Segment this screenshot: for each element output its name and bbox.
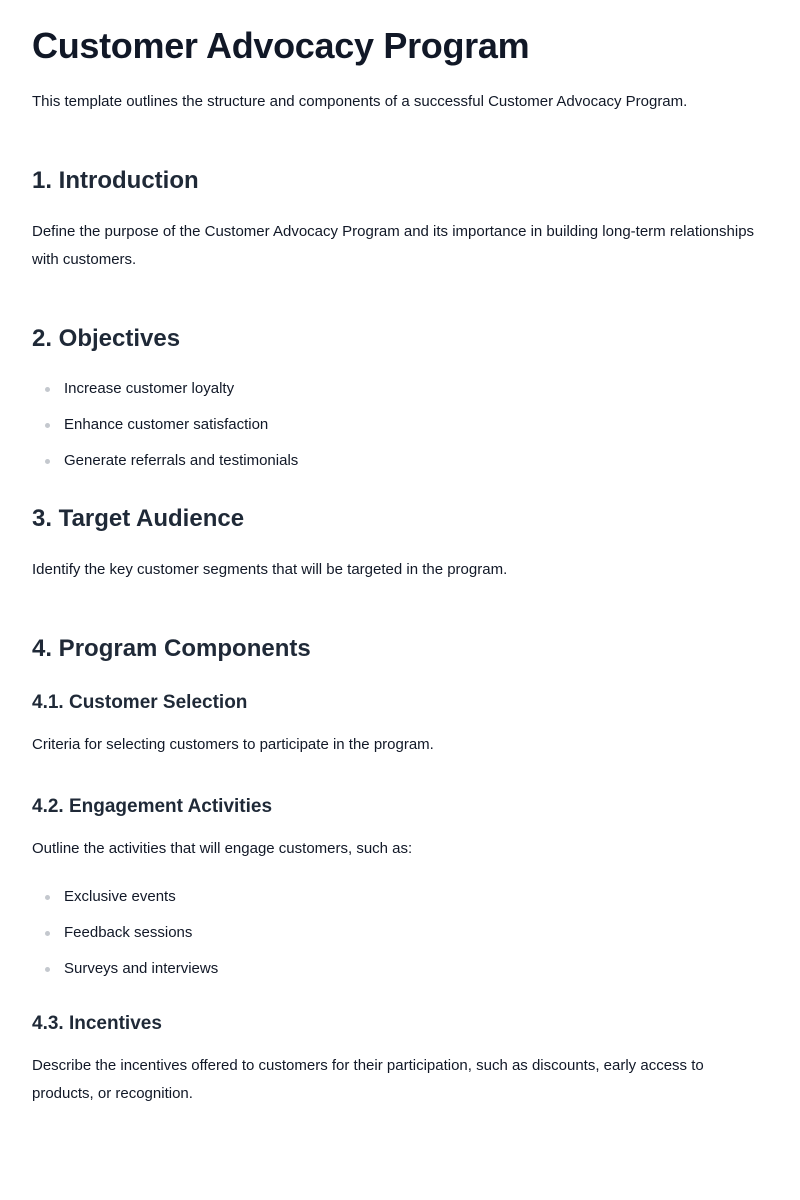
subsection-text-customer-selection: Criteria for selecting customers to participate in the program. (32, 736, 434, 753)
subsection-heading-engagement-activities: 4.2. Engagement Activities (32, 796, 273, 817)
list-item: Generate referrals and testimonials (32, 449, 768, 473)
page-title: Customer Advocacy Program (32, 25, 530, 66)
list-item: Surveys and interviews (32, 957, 768, 981)
section-text-target-audience: Identify the key customer segments that will be targeted in the program. (32, 561, 508, 578)
subsection-text-incentives: Describe the incentives offered to customers for their participation, such as discounts, early access to products, or recognition. (32, 1057, 704, 1102)
subsection-heading-incentives: 4.3. Incentives (32, 1013, 162, 1034)
section-heading-introduction: 1. Introduction (32, 167, 199, 194)
section-heading-objectives: 2. Objectives (32, 325, 181, 352)
list-item: Feedback sessions (32, 921, 768, 945)
section-heading-program-components: 4. Program Components (32, 635, 311, 662)
section-text-introduction: Define the purpose of the Customer Advocacy Program and its importance in building long-term relationships with customers. (32, 223, 755, 268)
objectives-list (32, 377, 768, 473)
engagement-activities-list (32, 885, 768, 981)
section-heading-target-audience: 3. Target Audience (32, 505, 245, 532)
list-item: Increase customer loyalty (32, 377, 768, 401)
list-item: Enhance customer satisfaction (32, 413, 768, 437)
list-item: Exclusive events (32, 885, 768, 909)
subsection-heading-customer-selection: 4.1. Customer Selection (32, 692, 248, 713)
subsection-text-engagement-activities: Outline the activities that will engage customers, such as: (32, 840, 413, 857)
intro-paragraph: This template outlines the structure and components of a successful Customer Advocacy Program. (32, 93, 688, 110)
